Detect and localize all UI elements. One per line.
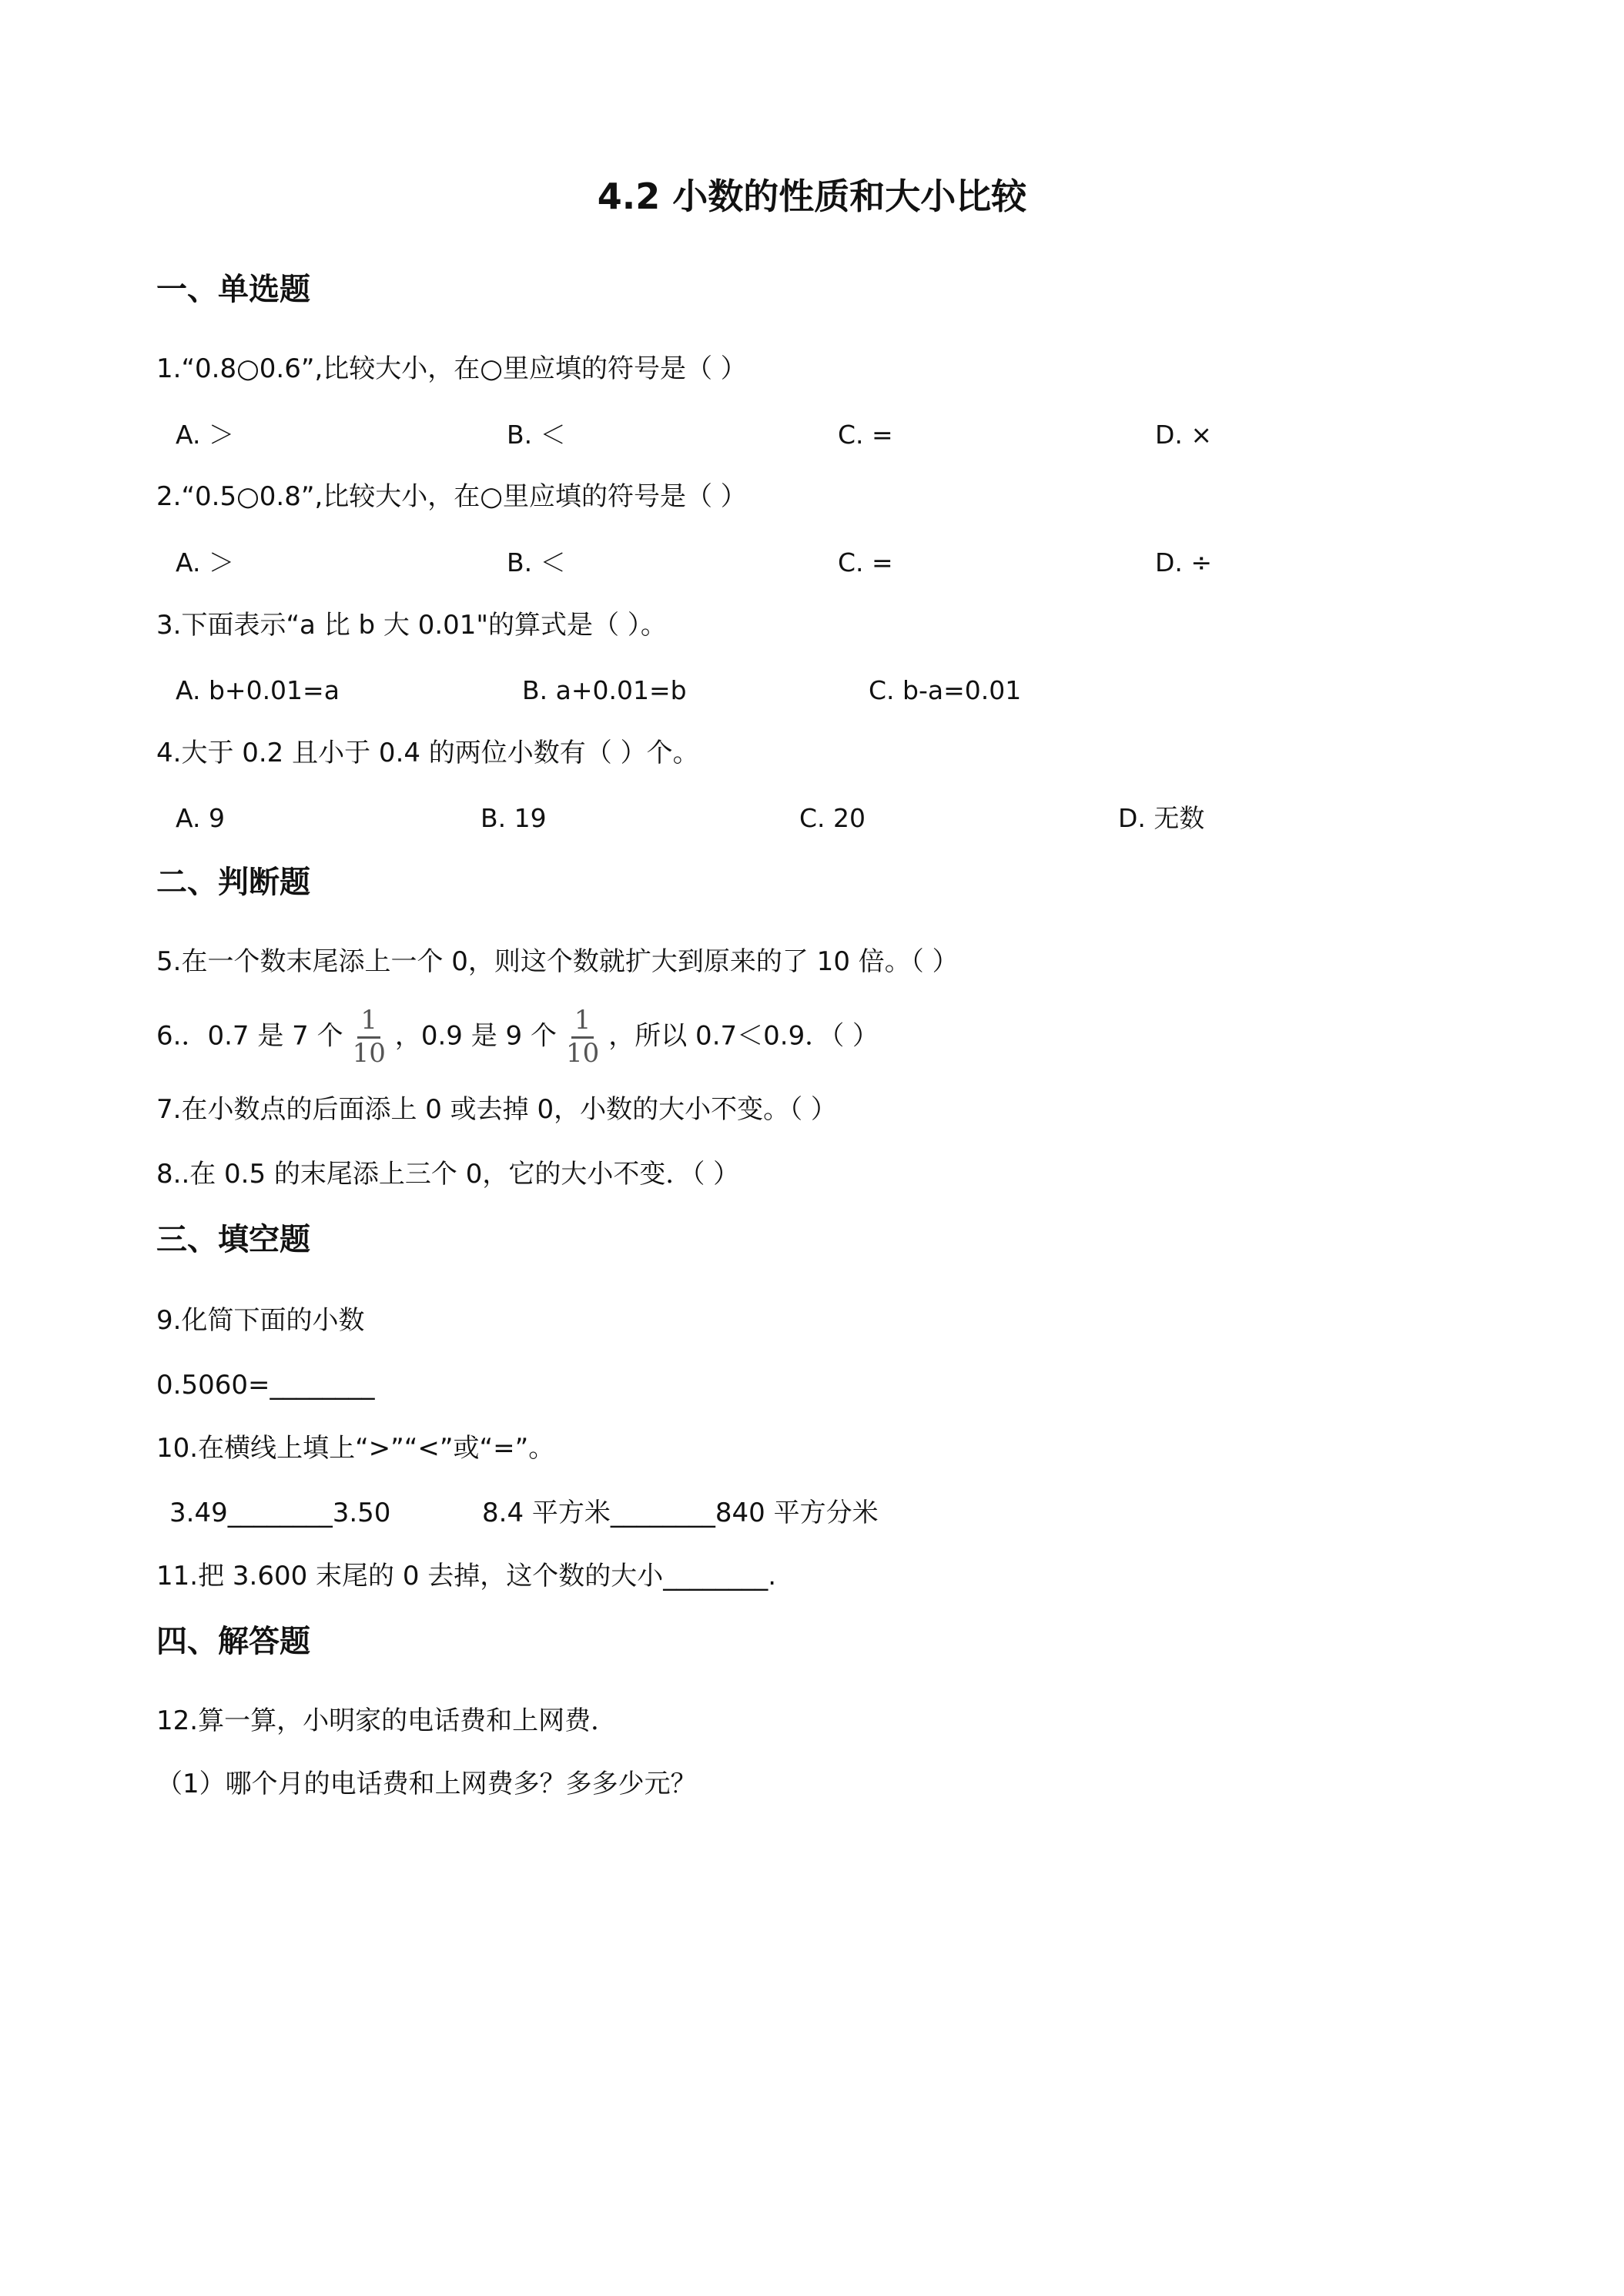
q4-option-a: A. 9 bbox=[176, 803, 225, 833]
q3-option-b: B. a+0.01=b bbox=[522, 675, 687, 705]
question-3: 3.下面表示“a 比 b 大 0.01"的算式是（ ）。 bbox=[156, 610, 667, 641]
section-heading-single-choice: 一、单选题 bbox=[156, 272, 310, 307]
section-heading-true-false: 二、判断题 bbox=[156, 865, 310, 900]
question-8: 8..在 0.5 的末尾添上三个 0，它的大小不变．（ ） bbox=[156, 1159, 740, 1190]
section-heading-answer: 四、解答题 bbox=[156, 1624, 310, 1659]
q6-text-part-1: 6.．0.7 是 7 个 bbox=[156, 1020, 343, 1052]
fraction-one-tenth bbox=[563, 1007, 602, 1067]
q9-blank-line: 0.5060=________ bbox=[156, 1370, 375, 1401]
q4-option-d: D. 无数 bbox=[1118, 803, 1205, 833]
question-12: 12.算一算，小明家的电话费和上网费． bbox=[156, 1705, 618, 1736]
page-title: 4.2 小数的性质和大小比较 bbox=[597, 176, 1027, 217]
fraction-numerator: 1 bbox=[571, 1007, 594, 1039]
question-4: 4.大于 0.2 且小于 0.4 的两位小数有（ ）个。 bbox=[156, 738, 699, 768]
question-1: 1.“0.8○0.6”,比较大小，在○里应填的符号是（ ） bbox=[156, 353, 747, 384]
section-heading-fill-in: 三、填空题 bbox=[156, 1222, 310, 1257]
q6-text-part-2: ，0.9 是 9 个 bbox=[394, 1020, 557, 1052]
q2-option-b: B. ＜ bbox=[507, 547, 566, 577]
q1-option-d: D. × bbox=[1155, 420, 1213, 450]
question-5: 5.在一个数末尾添上一个 0，则这个数就扩大到原来的了 10 倍。（ ） bbox=[156, 946, 959, 977]
q1-option-c: C. = bbox=[838, 420, 893, 450]
question-2: 2.“0.5○0.8”,比较大小，在○里应填的符号是（ ） bbox=[156, 481, 747, 512]
q10-item-a: 3.49________3.50 bbox=[169, 1498, 391, 1528]
q12-sub-question-1: （1）哪个月的电话费和上网费多？多多少元？ bbox=[156, 1769, 697, 1799]
fraction-one-tenth bbox=[350, 1007, 389, 1067]
q4-option-c: C. 20 bbox=[799, 803, 866, 833]
q2-option-a: A. ＞ bbox=[176, 547, 234, 577]
q1-option-b: B. ＜ bbox=[507, 420, 566, 450]
question-6 bbox=[156, 1007, 879, 1067]
fraction-denominator: 10 bbox=[565, 1037, 600, 1069]
q1-option-a: A. ＞ bbox=[176, 420, 234, 450]
question-11: 11.把 3.600 末尾的 0 去掉，这个数的大小________. bbox=[156, 1561, 777, 1591]
q3-option-c: C. b-a=0.01 bbox=[869, 675, 1022, 705]
fraction-numerator: 1 bbox=[357, 1007, 380, 1039]
q3-option-a: A. b+0.01=a bbox=[176, 675, 340, 705]
q4-option-b: B. 19 bbox=[481, 803, 547, 833]
q6-text-part-3: ，所以 0.7＜0.9．（ ） bbox=[608, 1020, 879, 1052]
fraction-denominator: 10 bbox=[352, 1037, 386, 1069]
question-9: 9.化简下面的小数 bbox=[156, 1305, 365, 1336]
question-7: 7.在小数点的后面添上 0 或去掉 0，小数的大小不变。（ ） bbox=[156, 1094, 837, 1125]
q2-option-c: C. = bbox=[838, 547, 893, 577]
question-10: 10.在横线上填上“>”“<”或“=”。 bbox=[156, 1433, 555, 1464]
q10-item-b: 8.4 平方米________840 平方分米 bbox=[482, 1498, 879, 1528]
q2-option-d: D. ÷ bbox=[1155, 547, 1213, 577]
